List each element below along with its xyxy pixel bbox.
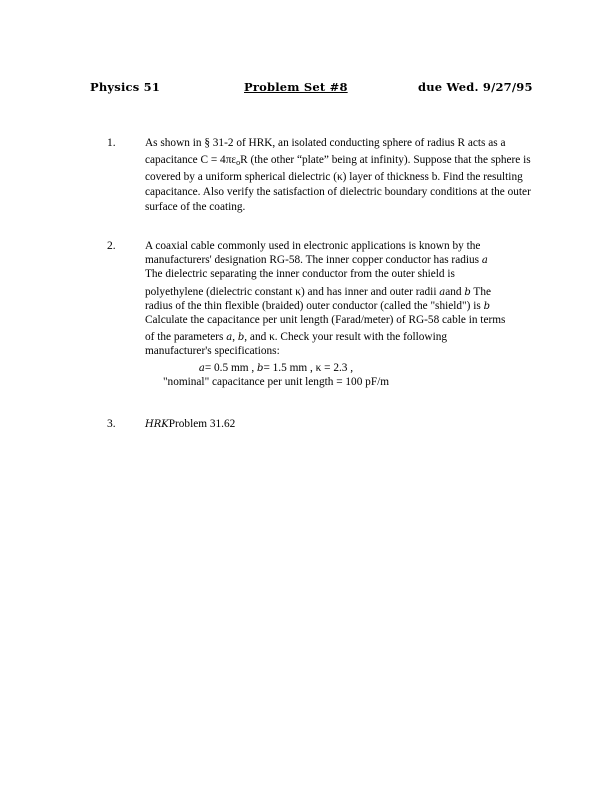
problem-text-line: As shown in § 31-2 of HRK, an isolated conducting sphere of radius R acts as a	[145, 137, 506, 149]
problem-text-line: Calculate the capacitance per unit length (Farad/meter) of RG-58 cable in terms	[145, 314, 506, 326]
problem-text-line: The dielectric separating the inner conductor from the outer shield is	[145, 268, 455, 280]
problem-text-line: surface of the coating.	[145, 201, 246, 213]
text-fragment: The	[470, 286, 491, 298]
problem-text-line: manufacturer's specifications:	[145, 345, 280, 357]
variable-b: b	[483, 301, 491, 312]
problem-number: 3.	[107, 418, 116, 430]
due-date: due Wed. 9/27/95	[418, 80, 533, 94]
subscript: o	[236, 158, 241, 167]
problem-text-line	[145, 154, 531, 167]
problem-number: 2.	[107, 240, 116, 252]
text-fragment: polyethylene (dielectric constant κ) and has inner and outer radii	[145, 286, 440, 298]
text-fragment: capacitance C = 4πε	[145, 154, 237, 166]
variable-a: a	[439, 287, 446, 298]
text-fragment: = 1.5 mm , κ = 2.3 ,	[263, 362, 354, 374]
text-fragment: R (the other “plate” being at infinity). Suppose that the sphere is	[240, 154, 531, 166]
text-fragment: of the parameters	[145, 331, 227, 343]
text-fragment: = 0.5 mm ,	[204, 362, 258, 374]
variable-b: b	[257, 363, 264, 374]
variable-b: b	[464, 287, 471, 298]
problem-text-line: covered by a uniform spherical dielectric (κ) layer of thickness b. Find the resulting	[145, 171, 523, 183]
variable-a: a	[481, 255, 488, 266]
spec-values	[0, 362, 582, 375]
variable-a: a	[198, 363, 205, 374]
text-fragment: radius of the thin flexible (braided) outer conductor (called the "shield") is	[145, 300, 484, 312]
problem-text-line: A coaxial cable commonly used in electronic applications is known by the	[145, 240, 481, 252]
problem-text-line	[145, 300, 490, 313]
reference-hrk: HRK	[145, 419, 169, 430]
text-fragment: manufacturers' designation RG-58. The inner copper conductor has radius	[145, 254, 482, 266]
problem-text-line	[145, 418, 235, 431]
text-fragment: Problem 31.62	[168, 418, 236, 430]
problem-text-line: capacitance. Also verify the satisfaction of dielectric boundary conditions at the outer	[145, 186, 531, 198]
text-fragment: ,	[232, 331, 238, 343]
spec-nominal: "nominal" capacitance per unit length = 100 pF/m	[162, 376, 390, 388]
course-name: Physics 51	[90, 80, 161, 94]
problem-number: 1.	[107, 137, 116, 149]
text-fragment: and	[445, 286, 465, 298]
problem-set-title: Problem Set #8	[244, 80, 348, 94]
problem-text-line	[145, 286, 491, 299]
problem-text-line	[145, 331, 447, 344]
text-fragment: , and κ. Check your result with the following	[244, 331, 448, 343]
problem-text-line	[145, 254, 488, 267]
variable-b: b	[237, 332, 245, 343]
variable-a: a	[226, 332, 233, 343]
